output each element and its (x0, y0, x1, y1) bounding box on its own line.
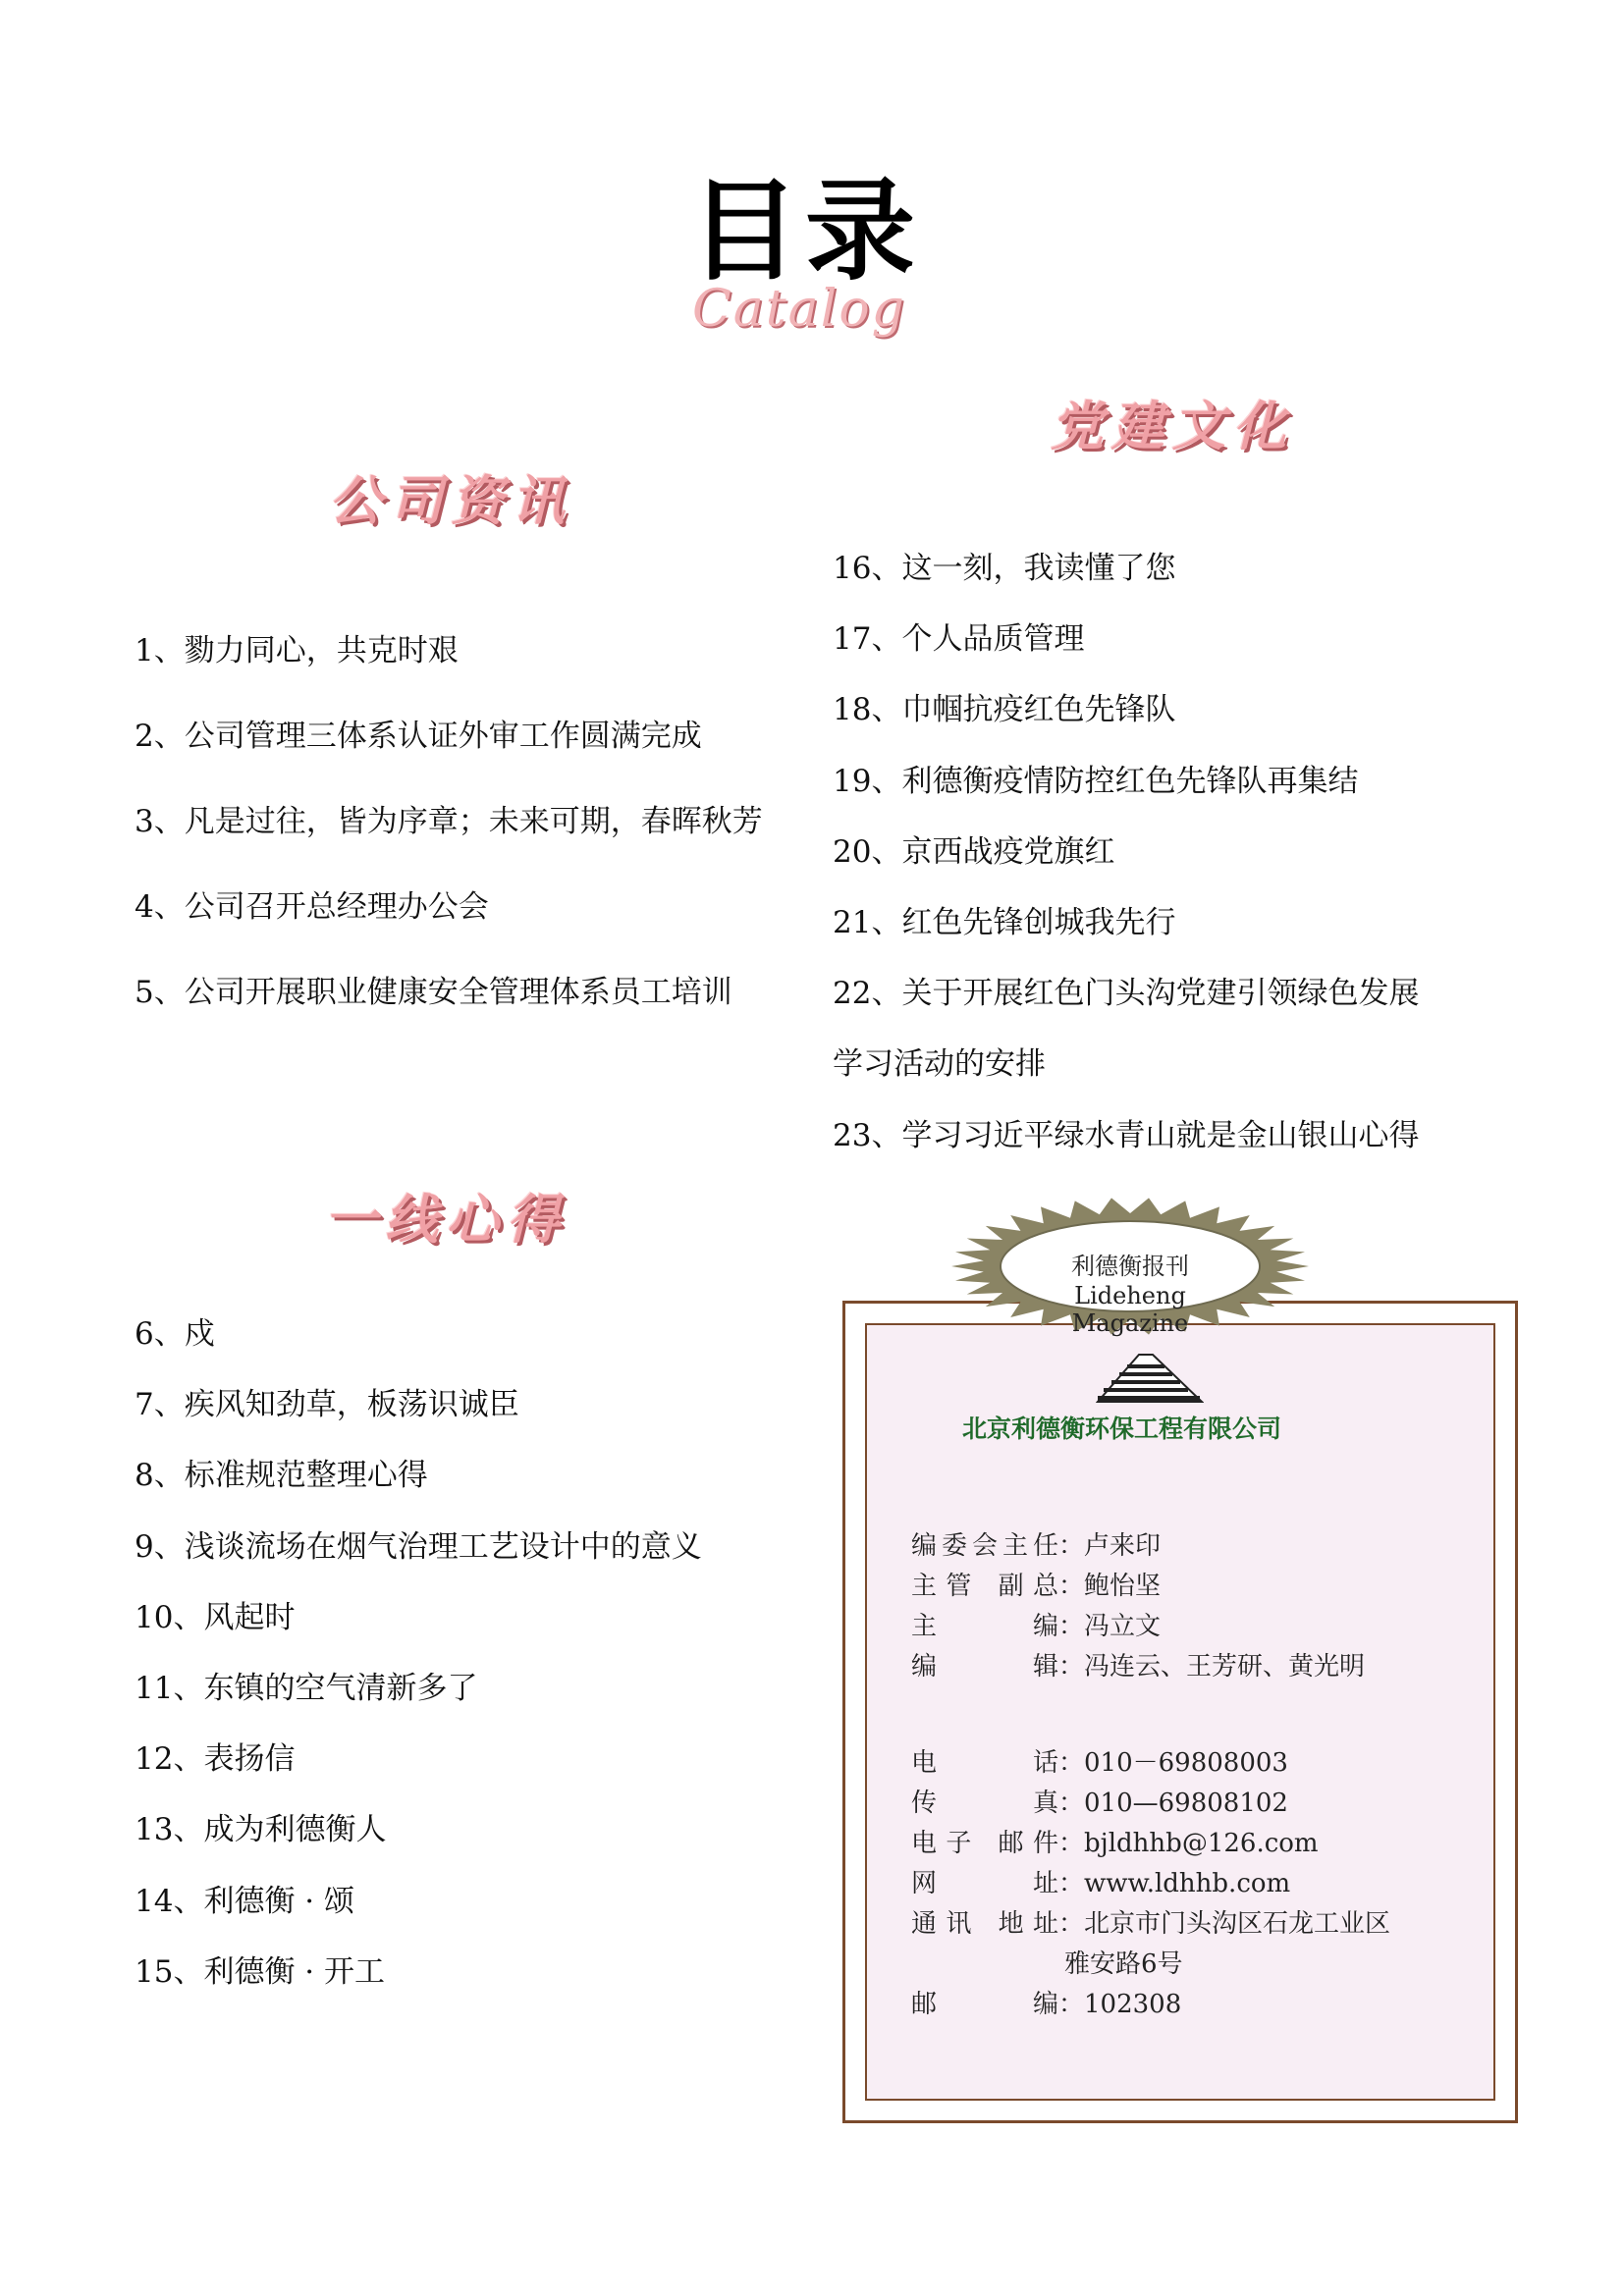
toc-item[interactable]: 17、个人品质管理 (833, 621, 1085, 658)
company-name: 北京利德衡环保工程有限公司 (962, 1415, 1282, 1443)
company-news-list (135, 633, 763, 1063)
toc-item[interactable]: 13、成为利德衡人 (135, 1812, 387, 1848)
magazine-name-cn: 利德衡报刊 (1071, 1253, 1189, 1280)
toc-item[interactable]: 16、这一刻，我读懂了您 (833, 551, 1176, 586)
toc-item[interactable]: 5、公司开展职业健康安全管理体系员工培训 (135, 975, 732, 1010)
toc-item[interactable]: 21、红色先锋创城我先行 (833, 904, 1176, 940)
contact-row: 电子 邮件：bjldhhb@126.com (911, 1829, 1319, 1858)
party-culture-list (833, 551, 1420, 1192)
toc-item[interactable]: 14、利德衡 · 颂 (135, 1883, 355, 1919)
toc-item[interactable]: 1、勠力同心，共克时艰 (135, 633, 459, 668)
toc-item[interactable]: 3、凡是过往，皆为序章；未来可期，春晖秋芳 (135, 804, 763, 839)
email-link[interactable]: bjldhhb@126.com (1084, 1829, 1319, 1858)
toc-item[interactable]: 7、疾风知劲草，板荡识诚臣 (135, 1387, 519, 1423)
page-title: 目录 (689, 168, 921, 295)
toc-item[interactable]: 15、利德衡 · 开工 (135, 1953, 386, 1990)
toc-item[interactable]: 12、表扬信 (135, 1741, 296, 1778)
section-heading-party: 党建文化 (1051, 396, 1294, 457)
toc-item[interactable]: 18、巾帼抗疫红色先锋队 (833, 692, 1176, 728)
toc-item[interactable]: 6、戍 (135, 1316, 215, 1352)
toc-item-continuation[interactable]: 学习活动的安排 (833, 1046, 1046, 1083)
staff-row: 编 辑：冯连云、王芳研、黄光明 (911, 1652, 1366, 1682)
contact-row: 通讯 地址：北京市门头沟区石龙工业区 (911, 1909, 1391, 1939)
staff-row: 编委会主任：卢来印 (911, 1531, 1162, 1561)
catalog-subtitle: Catalog (692, 280, 906, 339)
staff-row: 主管 副总：鲍怡坚 (911, 1572, 1162, 1601)
toc-item[interactable]: 2、公司管理三体系认证外审工作圆满完成 (135, 719, 702, 754)
toc-item[interactable]: 9、浅谈流场在烟气治理工艺设计中的意义 (135, 1528, 702, 1565)
company-logo-icon (1096, 1353, 1204, 1404)
contact-row-continuation: 雅安路6号 (1064, 1949, 1183, 1979)
section-heading-company: 公司资讯 (329, 470, 572, 532)
section-heading-frontline: 一线心得 (324, 1189, 568, 1251)
website-link[interactable]: www.ldhhb.com (1084, 1869, 1291, 1898)
toc-item[interactable]: 23、学习习近平绿水青山就是金山银山心得 (833, 1117, 1420, 1153)
toc-item[interactable]: 8、标准规范整理心得 (135, 1458, 428, 1494)
frontline-list (135, 1316, 702, 2028)
contact-row: 电 话：010－69808003 (911, 1748, 1288, 1778)
toc-item[interactable]: 10、风起时 (135, 1599, 296, 1635)
toc-item[interactable]: 19、利德衡疫情防控红色先锋队再集结 (833, 763, 1359, 799)
toc-item[interactable]: 20、京西战疫党旗红 (833, 833, 1115, 870)
toc-item[interactable]: 4、公司召开总经理办公会 (135, 889, 489, 925)
contact-row: 传 真：010—69808102 (911, 1789, 1288, 1818)
toc-item[interactable]: 11、东镇的空气清新多了 (135, 1670, 478, 1706)
contact-row: 邮 编：102308 (911, 1990, 1182, 2019)
staff-row: 主 编：冯立文 (911, 1612, 1162, 1641)
toc-item[interactable]: 22、关于开展红色门头沟党建引领绿色发展 (833, 976, 1420, 1012)
magazine-name-en: Lideheng Magazine (1071, 1282, 1189, 1337)
contact-row: 网 址：www.ldhhb.com (911, 1869, 1291, 1898)
